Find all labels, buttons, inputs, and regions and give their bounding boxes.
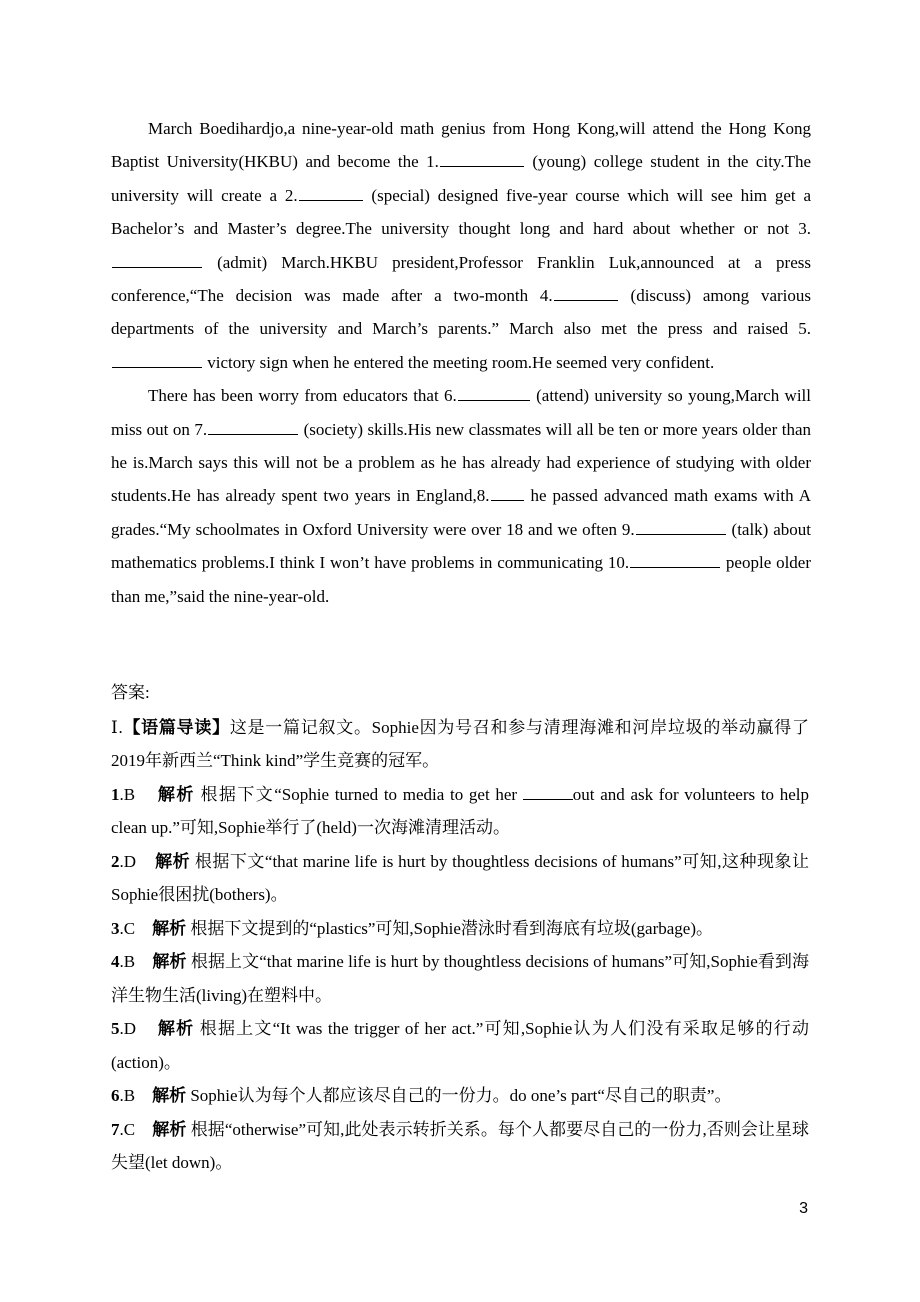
answer-item-6: 6.B 解析 Sophie认为每个人都应该尽自己的一份力。do one’s part“尽自己的职责”。 (111, 1086, 732, 1105)
answer-item-1: 1.B 解析 根据下文“Sophie turned to media to get her out and ask for volunteers to help clean up.”可知,Sophie举行了(held)一次海滩清理活动。 (111, 784, 810, 837)
answer-underline (523, 784, 573, 800)
answer-item-2: 2.D 解析 根据下文“that marine life is hurt by thoughtless decisions of humans”可知,这种现象让Sophie很困扰(bothers)。 (111, 851, 810, 904)
answer-heading: 答案: (111, 683, 150, 702)
answer-intro: Ⅰ.【语篇导读】这是一篇记叙文。Sophie因为号召和参与清理海滩和河岸垃圾的举动赢得了2019年新西兰“Think kind”学生竞赛的冠军。 (111, 717, 809, 770)
passage-paragraph-2: There has been worry from educators that 6. (attend) university so young,March will miss out on 7. (society) skills.His new classmates will all be ten or more years older than he is.March says this will not be a problem as he has already had experience of studying with older students.He has already spent two years in England,8. he passed advanced math exams with A grades.“My schoolmates in Oxford University were over 18 and we often 9. (talk) about mathematics problems.I think I won’t have problems in communicating 10. people older than me,”said the nine-year-old. (111, 386, 811, 606)
answer-item-4: 4.B 解析 根据上文“that marine life is hurt by thoughtless decisions of humans”可知,Sophie看到海洋生物生活(living)在塑料中。 (111, 952, 810, 1005)
blank-10[interactable] (630, 552, 720, 568)
blank-2[interactable] (299, 185, 363, 201)
blank-8[interactable] (491, 485, 524, 501)
blank-6[interactable] (458, 385, 530, 401)
blank-5[interactable] (112, 352, 202, 368)
blank-9[interactable] (636, 519, 726, 535)
page-number: 3 (799, 1200, 808, 1217)
answer-item-5: 5.D 解析 根据上文“It was the trigger of her act.”可知,Sophie认为人们没有采取足够的行动(action)。 (111, 1019, 810, 1072)
answer-section (111, 676, 809, 1180)
blank-4[interactable] (554, 285, 618, 301)
passage-paragraph-1: March Boedihardjo,a nine-year-old math genius from Hong Kong,will attend the Hong Kong Baptist University(HKBU) and become the 1. (young) college student in the city.The university will create a 2. (special) designed five-year course which will see him get a Bachelor’s and Master’s degree.The university thought long and hard about whether or not 3. (admit) March.HKBU president,Professor Franklin Luk,announced at a press conference,“The decision was made after a two-month 4. (discuss) among various departments of the university and March’s parents.” March also met the press and raised 5. victory sign when he entered the meeting room.He seemed very confident. (111, 119, 811, 372)
blank-3[interactable] (112, 252, 202, 268)
answer-item-7: 7.C 解析 根据“otherwise”可知,此处表示转折关系。每个人都要尽自己的一份力,否则会让星球失望(let down)。 (111, 1119, 810, 1172)
grammar-fill-passage (111, 112, 811, 613)
answer-item-3: 3.C 解析 根据下文提到的“plastics”可知,Sophie潜泳时看到海底有垃圾(garbage)。 (111, 918, 714, 938)
blank-7[interactable] (208, 419, 298, 435)
blank-1[interactable] (440, 151, 524, 167)
